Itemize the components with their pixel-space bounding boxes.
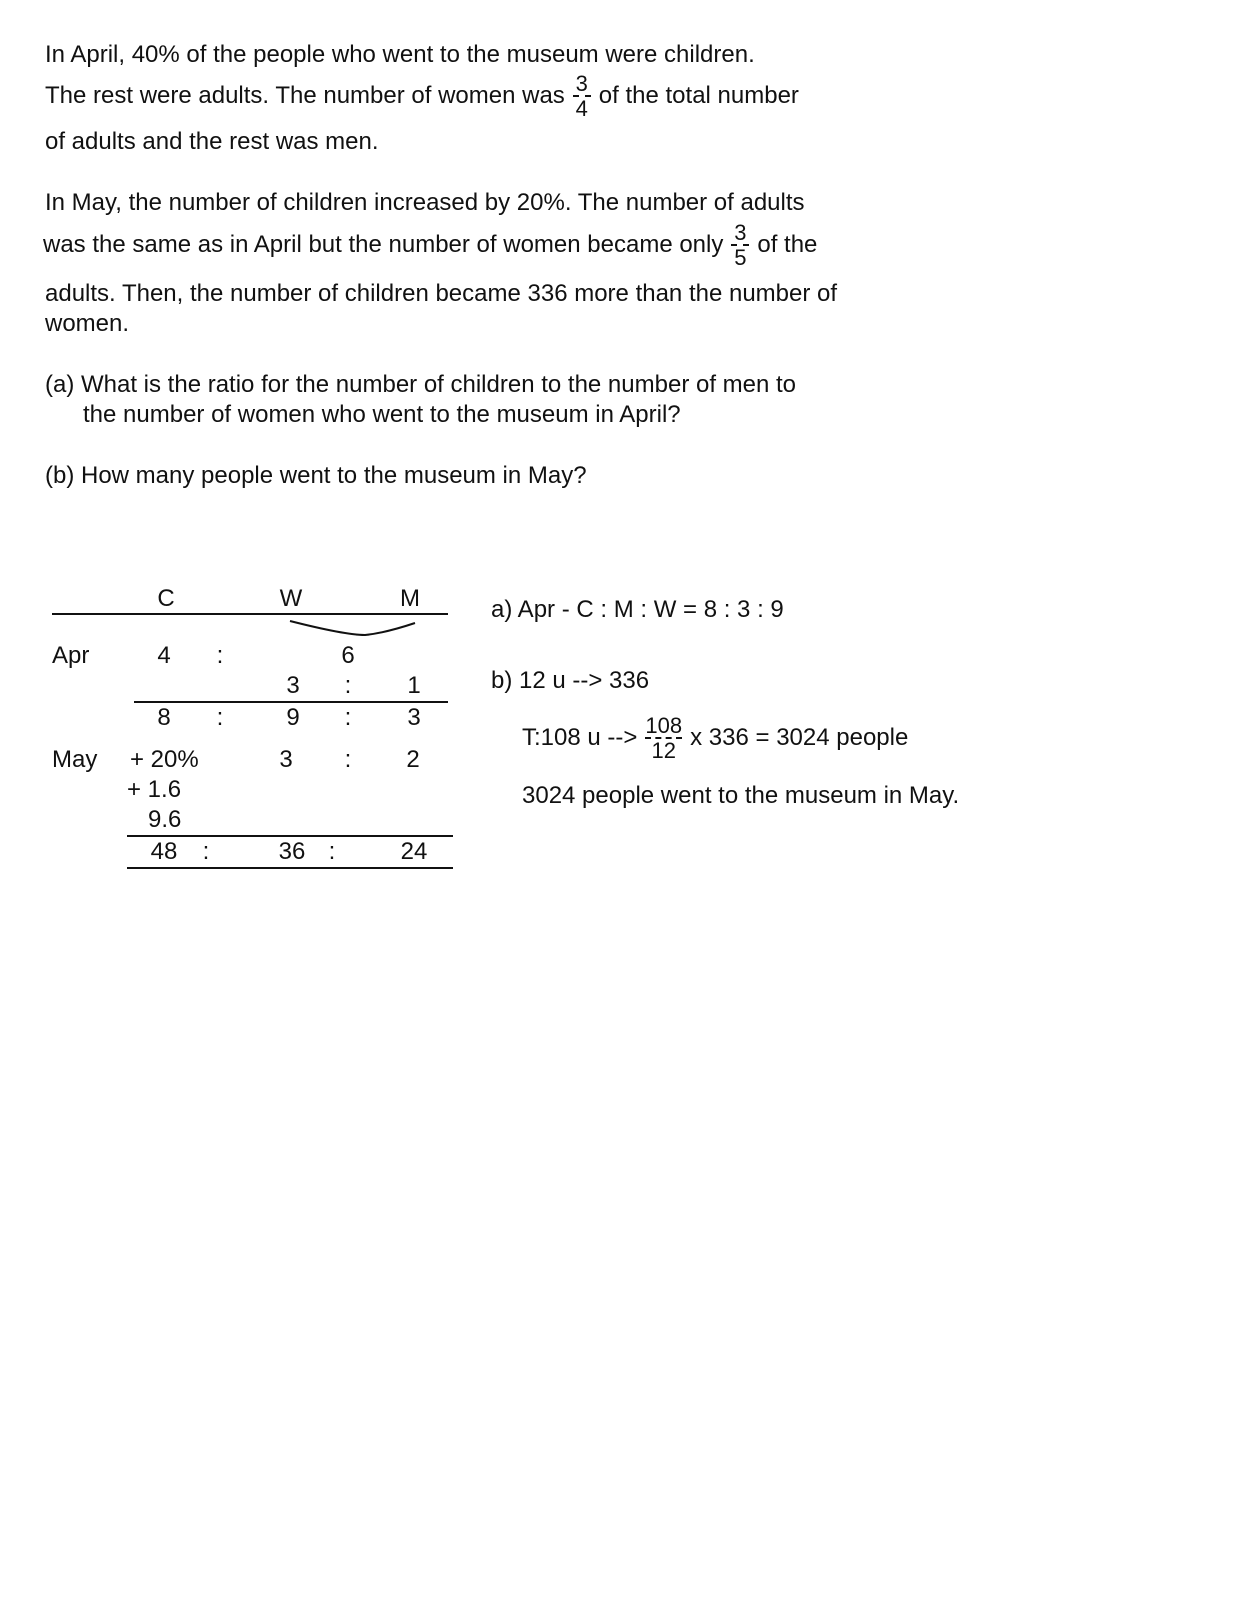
apr-c: 4 xyxy=(157,642,171,669)
answer-b-line1: b) 12 u --> 336 xyxy=(491,667,650,694)
answer-b-line3: 3024 people went to the museum in May. xyxy=(522,782,960,809)
may-bottom-line xyxy=(127,867,453,869)
apr-m-part: 1 xyxy=(407,672,421,699)
p2-line2 xyxy=(43,220,817,270)
may-divider xyxy=(127,835,453,837)
denominator: 12 xyxy=(651,738,676,763)
p1-line2 xyxy=(45,71,799,121)
header-c: C xyxy=(157,585,175,612)
p2-line1: In May, the number of children increased by 20%. The number of adults xyxy=(45,189,805,216)
answer-b-line2a: T:108 u --> xyxy=(522,724,638,751)
numerator: 3 xyxy=(734,220,747,245)
fraction-3-5 xyxy=(731,221,749,269)
p1-line3: of adults and the rest was men. xyxy=(45,128,379,155)
fraction-3-4 xyxy=(573,72,591,120)
may-total-w: 36 xyxy=(278,838,306,865)
denominator: 5 xyxy=(734,245,747,270)
colon: : xyxy=(216,704,224,731)
denominator: 4 xyxy=(575,96,588,121)
numerator: 108 xyxy=(645,713,683,738)
colon: : xyxy=(328,838,336,865)
p2-line4: women. xyxy=(45,310,130,337)
answer-b-line2 xyxy=(522,713,908,763)
header-divider xyxy=(52,613,448,615)
header-m: M xyxy=(400,585,420,612)
colon: : xyxy=(344,704,352,731)
p2-line2b: of the xyxy=(757,231,818,258)
apr-total-m: 3 xyxy=(407,704,421,731)
p1-line1: In April, 40% of the people who went to the museum were children. xyxy=(45,41,755,68)
apr-adults: 6 xyxy=(341,642,355,669)
answer-b-line2b: x 336 = 3024 people xyxy=(690,724,909,751)
question-b: (b) How many people went to the museum in May? xyxy=(45,462,587,489)
apr-total-w: 9 xyxy=(286,704,300,731)
p2-line3: adults. Then, the number of children became 336 more than the number of xyxy=(45,280,838,307)
colon: : xyxy=(344,672,352,699)
may-total-m: 24 xyxy=(400,838,428,865)
p1-line2a: The rest were adults. The number of women was xyxy=(45,82,565,109)
apr-total-c: 8 xyxy=(157,704,171,731)
apr-w-part: 3 xyxy=(286,672,300,699)
p2-line2a: was the same as in April but the number of women became only xyxy=(43,231,724,258)
may-total-c: 48 xyxy=(150,838,178,865)
question-a-line2: the number of women who went to the museum in April? xyxy=(83,401,681,428)
apr-divider xyxy=(134,701,448,703)
colon: : xyxy=(344,746,352,773)
fraction-108-12 xyxy=(645,714,682,762)
numerator: 3 xyxy=(575,71,588,96)
may-label: May xyxy=(52,746,98,773)
header-w: W xyxy=(279,585,303,612)
colon: : xyxy=(202,838,210,865)
apr-label: Apr xyxy=(52,642,90,669)
may-m-part: 2 xyxy=(406,746,420,773)
grouping-brace xyxy=(285,617,420,639)
may-c-add: + 1.6 xyxy=(127,776,182,803)
question-a-line1: (a) What is the ratio for the number of children to the number of men to xyxy=(45,371,797,398)
p1-line2b: of the total number xyxy=(598,82,799,109)
may-c-new: 9.6 xyxy=(148,806,182,833)
colon: : xyxy=(216,642,224,669)
may-c-increase: + 20% xyxy=(130,746,199,773)
may-w-part: 3 xyxy=(279,746,293,773)
answer-a: a) Apr - C : M : W = 8 : 3 : 9 xyxy=(491,596,784,623)
